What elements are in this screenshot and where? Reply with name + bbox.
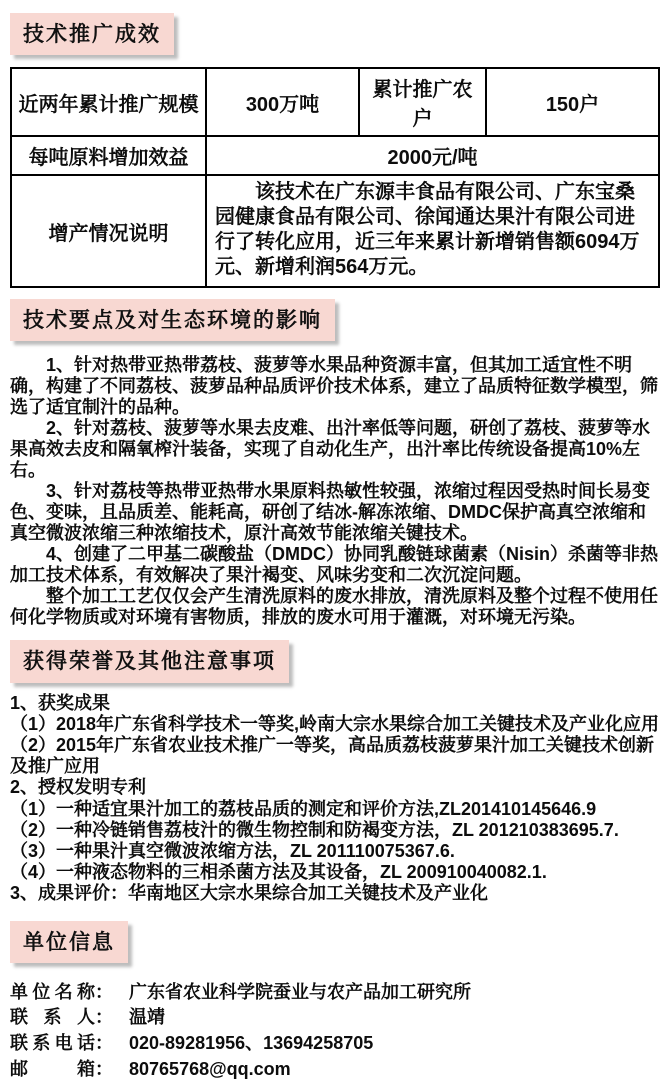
label-colon: ： xyxy=(95,981,113,1002)
tech-points-body xyxy=(10,355,660,628)
section-title-honors: 获得荣誉及其他注意事项 xyxy=(10,640,289,682)
table-row xyxy=(11,68,659,136)
honors-item: 3、成果评价：华南地区大宗水果综合加工关键技术及产业化 xyxy=(10,883,489,904)
honors-list xyxy=(10,693,662,905)
honors-item: （3）一种果汁真空微波浓缩方法，ZL 201110075367.6. xyxy=(10,840,455,861)
cell-benefit-label: 每吨原料增加效益 xyxy=(11,136,206,175)
unit-name-row xyxy=(10,980,658,1006)
label-colon: ： xyxy=(95,1033,113,1054)
table-row xyxy=(11,175,659,287)
honors-item: 2、授权发明专利 xyxy=(10,777,147,798)
section-title-tech-points: 技术要点及对生态环境的影响 xyxy=(10,299,335,341)
cell-benefit-value: 2000元/吨 xyxy=(206,136,659,175)
production-note-text: 该技术在广东源丰食品有限公司、广东宝桑园健康食品有限公司、徐闻通达果汁有限公司进行了转化应用，近三年来累计新增销售额6094万元、新增利润564万元。 xyxy=(215,181,640,279)
contact-email-value: 80765768@qq.com xyxy=(129,1058,291,1079)
cell-production-note-label: 增产情况说明 xyxy=(11,175,206,287)
cell-promotion-scale-value: 300万吨 xyxy=(206,68,359,136)
contact-email-row xyxy=(10,1057,658,1083)
tech-point-paragraph: 整个加工工艺仅仅会产生清洗原料的废水排放，清洗原料及整个过程不使用任何化学物质或对环境有害物质，排放的废水可用于灌溉，对环境无污染。 xyxy=(10,586,658,628)
honors-item: （2）2015年广东省农业技术推广一等奖，高品质荔枝菠萝果汁加工关键技术创新及推广应用 xyxy=(10,734,655,777)
label-colon: ： xyxy=(95,1007,113,1028)
tech-point-paragraph: 4、创建了二甲基二碳酸盐（DMDC）协同乳酸链球菌素（Nisin）杀菌等非热加工技术体系，有效解决了果汁褐变、风味劣变和二次沉淀问题。 xyxy=(10,544,659,586)
cell-farmers-label: 累计推广农户 xyxy=(359,68,486,136)
unit-name-value: 广东省农业科学院蚕业与农产品加工研究所 xyxy=(129,981,472,1002)
honors-item: （4）一种液态物料的三相杀菌方法及其设备，ZL 200910040082.1. xyxy=(10,862,547,883)
contact-person-row xyxy=(10,1005,658,1031)
promotion-stats-table xyxy=(10,67,660,288)
cell-production-note-value xyxy=(206,175,659,287)
cell-promotion-scale-label: 近两年累计推广规模 xyxy=(11,68,206,136)
tech-point-paragraph: 2、针对荔枝、菠萝等水果去皮难、出汁率低等问题，研创了荔枝、菠萝等水果高效去皮和隔氧榨汁装备，实现了自动化生产，出汁率比传统设备提高10%左右。 xyxy=(10,418,651,481)
contact-person-value: 温靖 xyxy=(129,1007,166,1028)
section-title-unit-info: 单位信息 xyxy=(10,921,128,963)
contact-email-label: 邮箱 xyxy=(10,1058,95,1079)
label-colon: ： xyxy=(95,1058,113,1079)
section-title-promotion-results: 技术推广成效 xyxy=(10,13,174,55)
contact-phone-label: 联系电话 xyxy=(10,1033,95,1054)
cell-farmers-value: 150户 xyxy=(486,68,659,136)
contact-phone-row xyxy=(10,1031,658,1057)
honors-item: （2）一种冷链销售荔枝汁的微生物控制和防褐变方法，ZL 201210383695.7. xyxy=(10,819,619,840)
tech-point-paragraph: 1、针对热带亚热带荔枝、菠萝等水果品种资源丰富，但其加工适宜性不明确，构建了不同荔枝、菠萝品种品质评价技术体系，建立了品质特征数学模型，筛选了适宜制汁的品种。 xyxy=(10,355,658,418)
honors-item: （1）一种适宜果汁加工的荔枝品质的测定和评价方法,ZL201410145646.9 xyxy=(10,798,597,819)
honors-item: 1、获奖成果 xyxy=(10,692,111,713)
contact-person-label: 联系人 xyxy=(10,1007,95,1028)
table-row xyxy=(11,136,659,175)
unit-info-block xyxy=(10,980,658,1083)
contact-phone-value: 020-89281956、13694258705 xyxy=(129,1033,374,1054)
unit-name-label: 单位名称 xyxy=(10,981,95,1002)
honors-item: （1）2018年广东省科学技术一等奖,岭南大宗水果综合加工关键技术及产业化应用 xyxy=(10,713,660,734)
tech-point-paragraph: 3、针对荔枝等热带亚热带水果原料热敏性较强，浓缩过程因受热时间长易变色、变味，且品质差、能耗高，研创了结冰-解冻浓缩、DMDC保护高真空浓缩和真空微波浓缩三种浓缩技术，原汁高效节能浓缩关键技术。 xyxy=(10,481,651,544)
